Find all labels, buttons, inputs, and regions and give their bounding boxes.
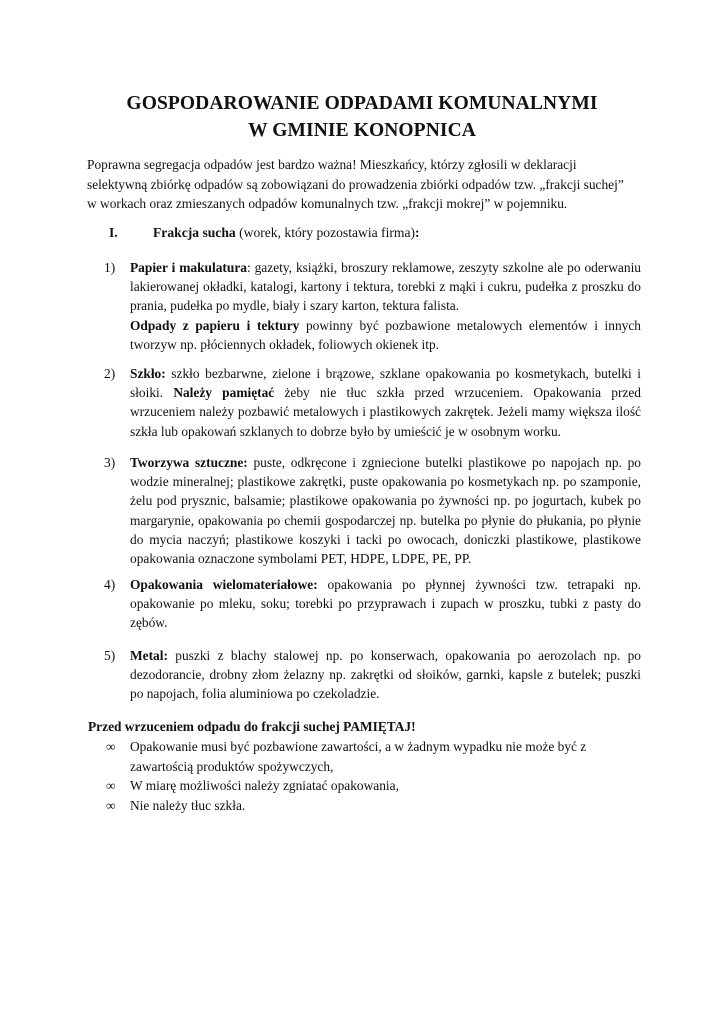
item-body xyxy=(130,364,641,441)
bullet-text: W miarę możliwości należy zgniatać opakowania, xyxy=(130,778,399,793)
item-term: Metal: xyxy=(130,648,168,663)
item-term: Opakowania wielomateriałowe: xyxy=(130,577,318,592)
item-text: szkło bezbarwne, zielone i brązowe, szklane opakowania po kosmetykach, butelki i słoiki. xyxy=(130,366,641,401)
item-text: opakowania po płynnej żywności tzw. tetrapaki np. opakowanie po mleku, soku; torebki po przyprawach i zupach w proszku, tubki z pasty do zębów. xyxy=(130,577,641,631)
item-body xyxy=(130,646,641,704)
list-item-plastics xyxy=(104,453,641,568)
item-text: puszki z blachy stalowej np. po konserwach, opakowania po aerozolach np. po dezodorancie, drobny złom żelazny np. zakrętki od słoików, garnki, kapsle z butelek; puszki po napojach, folia aluminiowa po czekoladzie. xyxy=(130,648,641,702)
infinity-bullet-icon: ∞ xyxy=(106,797,116,813)
bullet-text: Nie należy tłuc szkła. xyxy=(130,797,246,813)
item-number: 4) xyxy=(104,577,116,592)
infinity-bullet-icon: ∞ xyxy=(106,739,116,754)
list-item xyxy=(106,776,626,796)
remember-list xyxy=(106,737,626,815)
item-term-2: Należy pamiętać xyxy=(173,385,275,401)
item-term: Papier i makulatura xyxy=(130,260,247,275)
item-text: puste, odkręcone i zgniecione butelki plastikowe po napojach np. po wodzie mineralnej; plastikowe zakrętki, puste opakowania po kosmetykach np. po szamponie, żelu pod prysznic, balsamie; plastikowe opakowania po żywności np. po jogurtach, kubek po margarynie, opakowania po chemii gospodarczej np. butelka po płynie do płukania, po płynie do mycia naczyń; plastikowe koszyki i tacki po owocach, doniczki plastikowe, plastikowe opakowania oznaczone symbolami PET, HDPE, LDPE, PE, PP. xyxy=(130,455,641,567)
item-text-2: żeby nie tłuc szkła przed wrzuceniem. Opakowania przed wrzuceniem należy pozbawić metalowych i plastikowych zakrętek. Jeżeli mamy większa ilość szkła lub opakowań szklanych to dobrze było by umieścić je w osobnym worku. xyxy=(130,385,641,439)
item-number: 2) xyxy=(104,366,116,381)
section-colon: : xyxy=(415,225,420,240)
item-note xyxy=(130,316,641,354)
item-term: Tworzywa sztuczne: xyxy=(130,455,248,470)
list-item xyxy=(106,796,626,816)
item-note-text: powinny być pozbawione metalowych elementów i innych tworzyw np. płóciennych okładek, foliowych okienek itp. xyxy=(130,317,641,352)
title-line-2: W GMINIE KONOPNICA xyxy=(248,120,476,141)
item-number: 5) xyxy=(104,648,116,663)
title-line-1: GOSPODAROWANIE ODPADAMI KOMUNALNYMI xyxy=(126,93,598,114)
page-title xyxy=(80,90,644,144)
list-item-paper xyxy=(104,258,641,354)
item-body xyxy=(130,453,641,568)
item-body xyxy=(130,575,641,633)
section-description: (worek, który pozostawia firma) xyxy=(235,225,416,240)
section-heading xyxy=(109,223,420,242)
intro-line-2: selektywną zbiórkę odpadów są zobowiązani do prowadzenia zbiórki odpadów tzw. „frakcji suchej” xyxy=(87,176,624,192)
item-text: : gazety, książki, broszury reklamowe, zeszyty szkolne ale po oderwaniu lakierowanej okładki, katalogi, kartony i tektura, torebki z mąki i cukru, pudełka z proszku do prania, pudełka po mydle, biały i szary karton, tektura falista. xyxy=(130,260,641,314)
list-item-metal xyxy=(104,646,641,704)
item-number: 1) xyxy=(104,260,116,275)
intro-line-1: Poprawna segregacja odpadów jest bardzo ważna! Mieszkańcy, którzy zgłosili w deklaracji xyxy=(87,157,577,172)
item-note-term: Odpady z papieru i tektury xyxy=(130,317,300,333)
infinity-bullet-icon: ∞ xyxy=(106,778,116,793)
remember-heading: Przed wrzuceniem odpadu do frakcji suchej PAMIĘTAJ! xyxy=(88,719,416,734)
intro-paragraph xyxy=(87,155,640,214)
list-item xyxy=(106,737,626,776)
item-body xyxy=(130,258,641,354)
section-name: Frakcja sucha xyxy=(153,225,236,240)
item-term: Szkło: xyxy=(130,366,166,381)
list-item-glass xyxy=(104,364,641,441)
item-number: 3) xyxy=(104,455,116,470)
bullet-text: Opakowanie musi być pozbawione zawartości, a w żadnym wypadku nie może być z zawartością produktów spożywczych, xyxy=(130,739,587,774)
list-item-multimaterial xyxy=(104,575,641,633)
section-number: I. xyxy=(109,225,118,240)
intro-line-3: w workach oraz zmieszanych odpadów komunalnych tzw. „frakcji mokrej” w pojemniku. xyxy=(87,196,568,211)
